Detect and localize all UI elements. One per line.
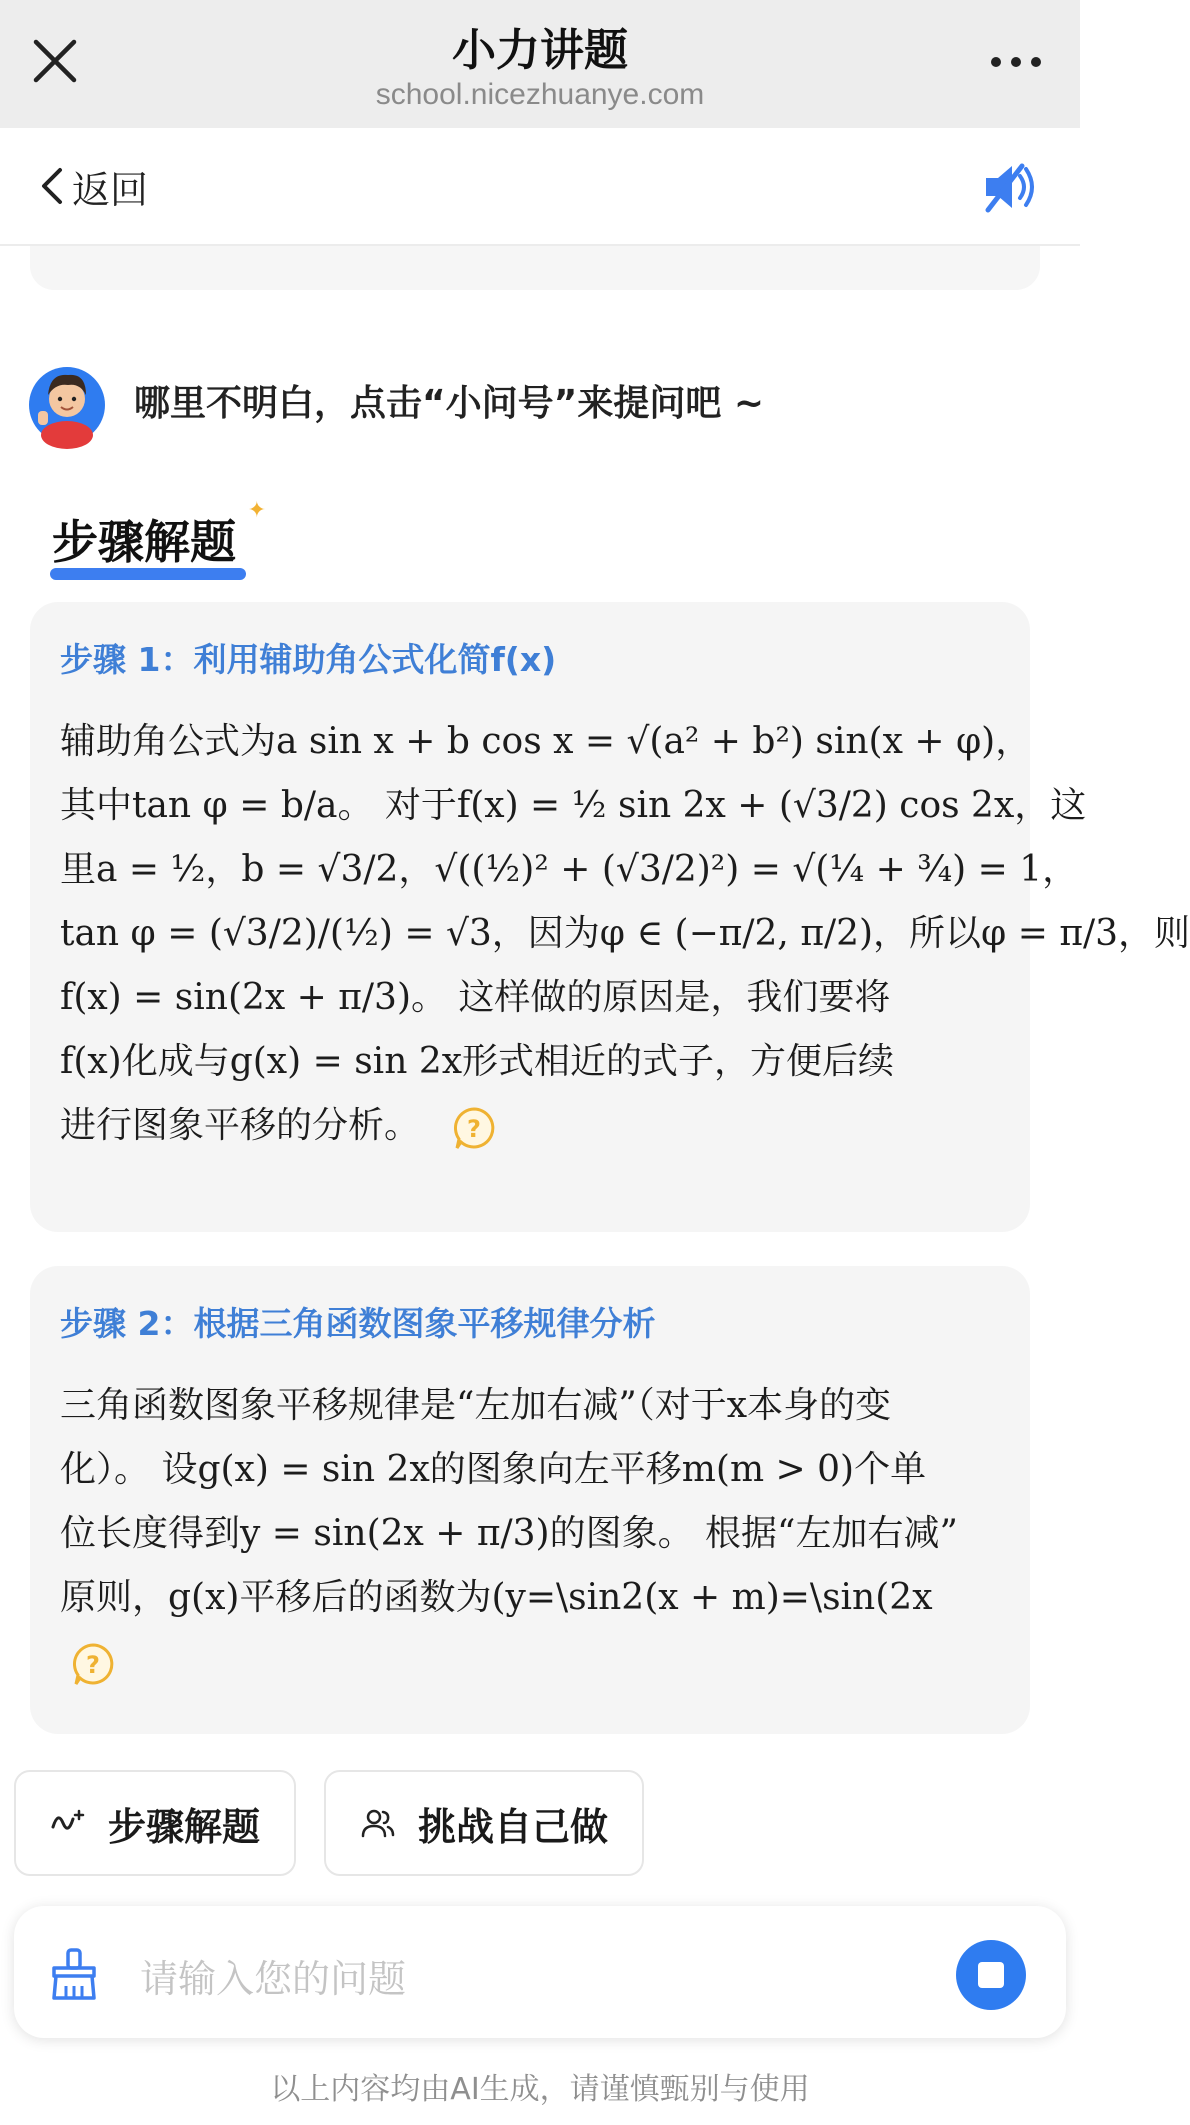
challenge-button[interactable] — [324, 1770, 644, 1876]
ai-disclaimer: 以上内容均由AI生成，请谨慎甄别与使用 — [270, 2072, 810, 2107]
title-underline — [50, 568, 246, 580]
question-bubble-icon[interactable] — [70, 1641, 116, 1687]
stop-icon — [978, 1962, 1004, 1988]
question-input[interactable]: 请输入您的问题 — [140, 1957, 407, 2001]
section-title — [52, 498, 266, 572]
svg-text:?: ? — [467, 1115, 482, 1143]
step-1-line: f(x) = sin(2x + π/3)。 这样做的原因是，我们要将 — [60, 977, 891, 1018]
challenge-label: 挑战自己做 — [417, 1804, 608, 1849]
step-1-line: 辅助角公式为a sin x + b cos x = √(a² + b²) sin(x + φ)， — [60, 721, 1032, 762]
hint-row — [28, 355, 764, 445]
step-2-line: 三角函数图象平移规律是“左加右减”（对于x本身的变 — [60, 1385, 892, 1426]
step-card-1 — [30, 602, 1190, 1232]
avatar — [28, 355, 106, 445]
wave-sparkle-icon — [50, 1805, 86, 1841]
svg-text:?: ? — [86, 1651, 100, 1679]
step-2-line: 位长度得到y = sin(2x + π/3)的图象。 根据“左加右减” — [60, 1513, 958, 1554]
nav-bar — [0, 128, 1080, 246]
step-solve-button[interactable] — [14, 1770, 296, 1876]
more-icon[interactable] — [988, 50, 1044, 74]
back-button[interactable] — [40, 158, 148, 214]
section-title-text: 步骤解题 — [52, 515, 236, 569]
step-1-line: f(x)化成与g(x) = sin 2x形式相近的式子，方便后续 — [60, 1041, 895, 1082]
step-solve-label: 步骤解题 — [107, 1804, 260, 1849]
step-2-title: 步骤 2：根据三角函数图象平移规律分析 — [60, 1304, 656, 1343]
step-1-title: 步骤 1：利用辅助角公式化简f(x) — [60, 640, 557, 679]
step-1-line: 里a = ½，b = √3/2，√((½)² + (√3/2)²) = √(¼ + ¾) = 1， — [60, 849, 1079, 890]
chevron-left-icon — [40, 166, 64, 206]
previous-card-tail — [30, 246, 1040, 290]
step-2-body — [60, 1374, 1004, 1694]
stop-button[interactable] — [956, 1940, 1026, 2010]
step-1-line: tan φ = (√3/2)/(½) = √3，因为φ ∈ (−π/2, π/2)，所以φ = π/3，则 — [60, 913, 1190, 954]
users-icon — [360, 1805, 396, 1841]
page-url: school.nicezhuanye.com — [375, 78, 705, 111]
question-input-bar — [14, 1906, 1066, 2038]
step-1-body — [60, 710, 1190, 1158]
step-card-2 — [30, 1266, 1030, 1734]
question-bubble-icon[interactable] — [451, 1105, 497, 1151]
step-2-line: 原则，g(x)平移后的函数为(y=\sin2(x + m)=\sin(2x — [60, 1577, 933, 1618]
back-label: 返回 — [72, 167, 149, 212]
hint-text: 哪里不明白，点击“小问号”来提问吧 ~ — [134, 382, 765, 424]
step-2-line: 化）。 设g(x) = sin 2x的图象向左平移m(m > 0)个单 — [60, 1449, 927, 1490]
step-1-line: 其中tan φ = b/a。 对于f(x) = ½ sin 2x + (√3/2) cos 2x，这 — [60, 785, 1087, 826]
step-1-line-last — [60, 1094, 1004, 1158]
sparkle-icon: ✦ — [247, 498, 266, 523]
action-buttons — [14, 1770, 644, 1876]
step-2-question-row — [60, 1630, 1004, 1694]
step-1-line-text: 进行图象平移的分析。 — [60, 1105, 421, 1146]
browser-top-bar — [0, 0, 1080, 128]
sound-muted-icon[interactable] — [982, 160, 1040, 214]
page-title: 小力讲题 — [452, 25, 628, 76]
broom-clear-icon[interactable] — [46, 1946, 102, 2002]
